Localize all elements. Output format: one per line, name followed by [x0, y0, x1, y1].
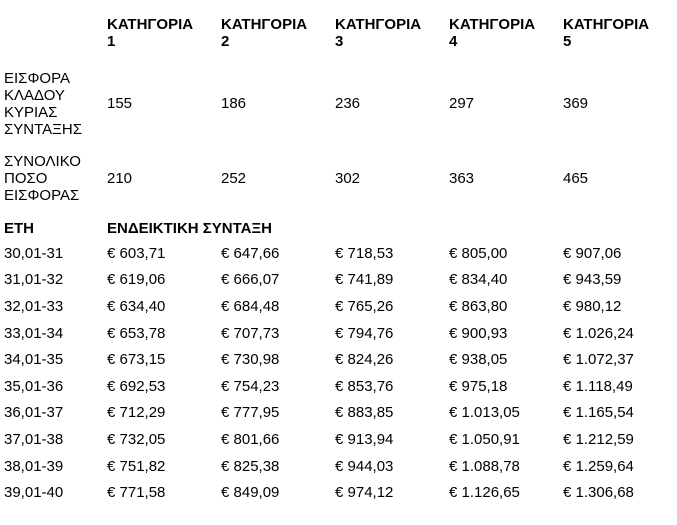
years-cell: 34,01-35 — [4, 351, 64, 369]
pension-table — [4, 10, 676, 506]
pension-value-cell: € 974,12 — [335, 484, 394, 502]
contribution-value: 186 — [221, 95, 247, 112]
pension-value-cell: € 712,29 — [107, 404, 166, 422]
years-cell: 31,01-32 — [4, 271, 64, 289]
contribution-value: 465 — [563, 170, 589, 187]
pension-value-cell: € 707,73 — [221, 324, 280, 342]
pension-value-cell: € 777,95 — [221, 404, 280, 422]
pension-value-cell: € 801,66 — [221, 430, 280, 448]
table-row — [4, 320, 676, 347]
pension-value-cell: € 1.088,78 — [449, 457, 520, 475]
pension-value-cell: € 849,09 — [221, 484, 280, 502]
pension-value-cell: € 863,80 — [449, 297, 508, 315]
pension-value-cell: € 1.165,54 — [563, 404, 634, 422]
pension-value-cell: € 1.212,59 — [563, 430, 634, 448]
pension-value-cell: € 751,82 — [107, 457, 166, 475]
indicative-pension-label: ΕΝΔΕΙΚΤΙΚΗ ΣΥΝΤΑΞΗ — [107, 219, 272, 237]
pension-value-cell: € 975,18 — [449, 377, 508, 395]
table-row — [4, 453, 676, 480]
contribution-value: 297 — [449, 95, 475, 112]
header-corner — [4, 10, 107, 66]
years-cell: 38,01-39 — [4, 457, 64, 475]
pension-value-cell: € 824,26 — [335, 351, 394, 369]
table-row — [4, 400, 676, 427]
pension-value-cell: € 619,06 — [107, 271, 166, 289]
table-row — [4, 293, 676, 320]
category-header: ΚΑΤΗΓΟΡΙΑ 5 — [563, 16, 650, 50]
years-cell: 39,01-40 — [4, 484, 64, 502]
contribution-value: 252 — [221, 170, 247, 187]
pension-value-cell: € 1.118,49 — [563, 377, 633, 395]
pension-value-cell: € 834,40 — [449, 271, 508, 289]
category-header: ΚΑΤΗΓΟΡΙΑ 4 — [449, 16, 536, 50]
pension-value-cell: € 634,40 — [107, 297, 166, 315]
contribution-value: 363 — [449, 170, 475, 187]
pension-value-cell: € 883,85 — [335, 404, 394, 422]
pension-value-cell: € 653,78 — [107, 324, 166, 342]
pension-value-cell: € 1.026,24 — [563, 324, 634, 342]
pension-value-cell: € 647,66 — [221, 244, 280, 262]
pension-value-cell: € 938,05 — [449, 351, 508, 369]
pension-value-cell: € 741,89 — [335, 271, 394, 289]
pension-value-cell: € 771,58 — [107, 484, 166, 502]
pension-value-cell: € 1.259,64 — [563, 457, 634, 475]
pension-value-cell: € 730,98 — [221, 351, 280, 369]
pension-value-cell: € 732,05 — [107, 430, 166, 448]
main-pension-contribution-row — [4, 66, 676, 141]
pension-value-cell: € 944,03 — [335, 457, 394, 475]
category-header: ΚΑΤΗΓΟΡΙΑ 3 — [335, 16, 422, 50]
years-cell: 30,01-31 — [4, 244, 64, 262]
category-header: ΚΑΤΗΓΟΡΙΑ 1 — [107, 16, 194, 50]
pension-value-cell: € 900,93 — [449, 324, 508, 342]
years-cell: 32,01-33 — [4, 297, 64, 315]
years-cell: 33,01-34 — [4, 324, 64, 342]
header-row — [4, 10, 676, 66]
pension-value-cell: € 794,76 — [335, 324, 394, 342]
pension-value-cell: € 666,07 — [221, 271, 280, 289]
contribution-value: 236 — [335, 95, 361, 112]
pension-value-cell: € 1.050,91 — [449, 430, 520, 448]
years-cell: 35,01-36 — [4, 377, 64, 395]
section-header-row — [4, 216, 676, 240]
table-row — [4, 479, 676, 506]
contribution-value: 302 — [335, 170, 361, 187]
pension-value-cell: € 1.013,05 — [449, 404, 520, 422]
years-cell: 36,01-37 — [4, 404, 64, 422]
pension-value-cell: € 1.126,65 — [449, 484, 520, 502]
category-header: ΚΑΤΗΓΟΡΙΑ 2 — [221, 16, 308, 50]
years-cell: 37,01-38 — [4, 430, 64, 448]
pension-value-cell: € 980,12 — [563, 297, 622, 315]
pension-value-cell: € 718,53 — [335, 244, 394, 262]
pension-value-cell: € 754,23 — [221, 377, 280, 395]
total-contribution-row — [4, 141, 676, 216]
pension-value-cell: € 692,53 — [107, 377, 166, 395]
pension-value-cell: € 943,59 — [563, 271, 622, 289]
pension-value-cell: € 684,48 — [221, 297, 280, 315]
pension-value-cell: € 825,38 — [221, 457, 280, 475]
pension-value-cell: € 603,71 — [107, 244, 166, 262]
pension-value-cell: € 1.072,37 — [563, 351, 634, 369]
pension-value-cell: € 913,94 — [335, 430, 394, 448]
table-row — [4, 267, 676, 294]
contribution-label: ΕΙΣΦΟΡΑ ΚΛΑΔΟΥ ΚΥΡΙΑΣ ΣΥΝΤΑΞΗΣ — [4, 69, 83, 138]
pension-value-cell: € 805,00 — [449, 244, 508, 262]
contribution-value: 210 — [107, 170, 133, 187]
pension-value-cell: € 673,15 — [107, 351, 166, 369]
pension-value-cell: € 1.306,68 — [563, 484, 634, 502]
contribution-value: 155 — [107, 95, 133, 112]
years-label: ΕΤΗ — [4, 219, 34, 237]
table-row — [4, 373, 676, 400]
pension-value-cell: € 907,06 — [563, 244, 622, 262]
table-row — [4, 346, 676, 373]
contribution-label: ΣΥΝΟΛΙΚΟ ΠΟΣΟ ΕΙΣΦΟΡΑΣ — [4, 153, 81, 204]
contribution-value: 369 — [563, 95, 589, 112]
pension-value-cell: € 765,26 — [335, 297, 394, 315]
pension-table-body — [4, 10, 676, 506]
pension-value-cell: € 853,76 — [335, 377, 394, 395]
table-row — [4, 426, 676, 453]
table-row — [4, 240, 676, 267]
